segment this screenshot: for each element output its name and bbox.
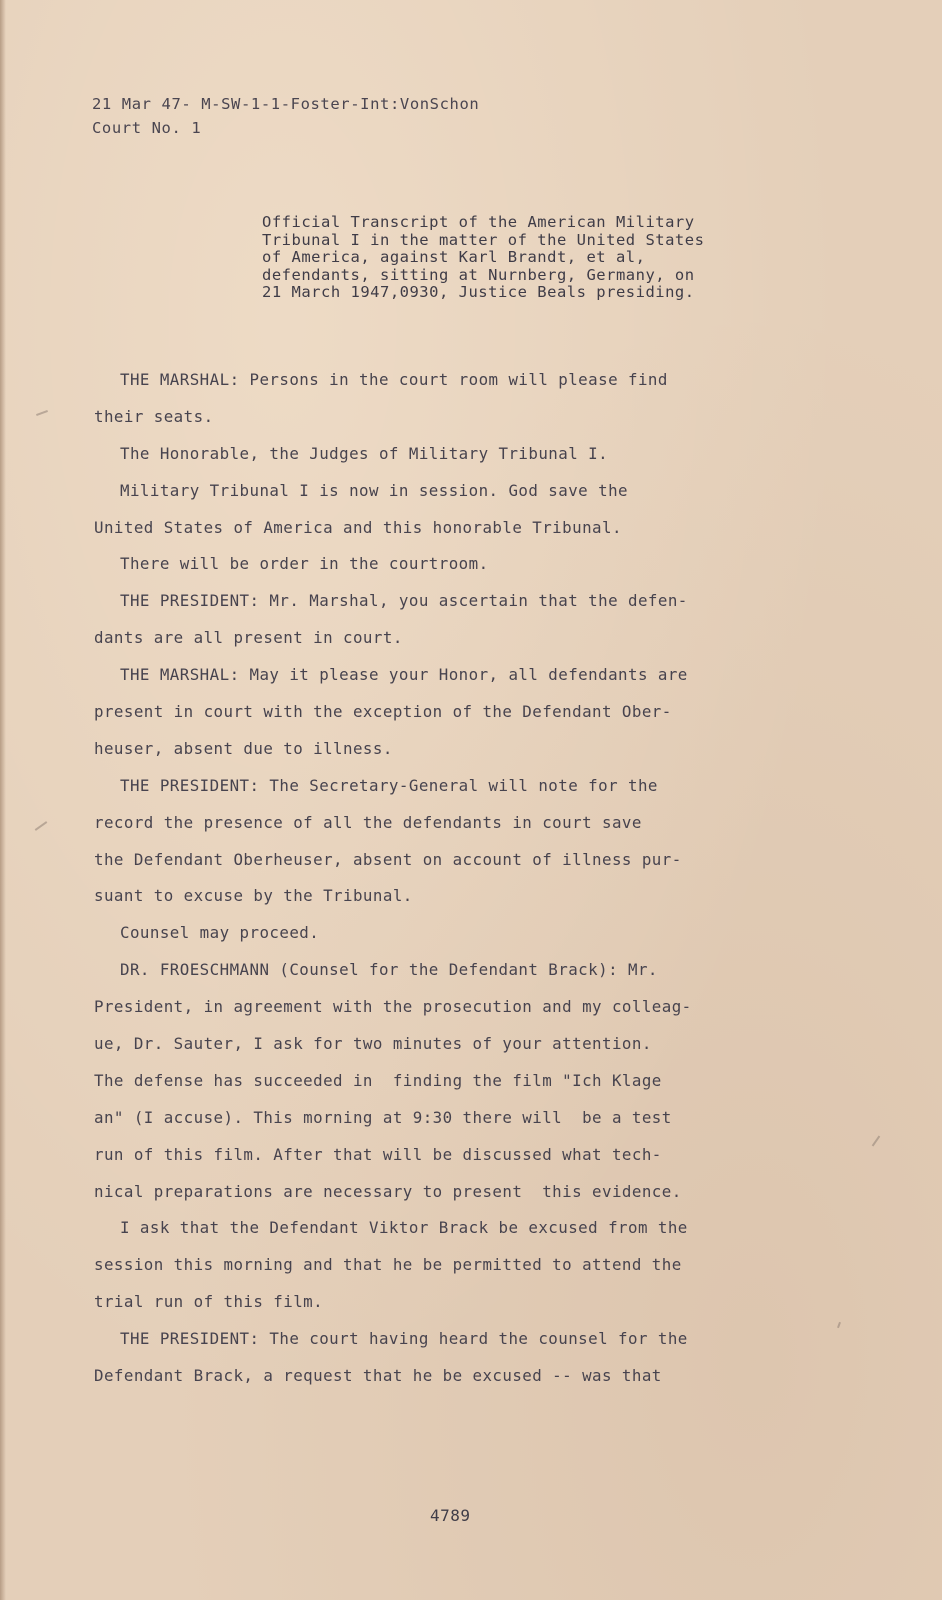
transcript-line: suant to excuse by the Tribunal. [94,886,413,906]
caption-line: defendants, sitting at Nurnberg, Germany, on [262,265,695,284]
stray-mark [36,410,48,416]
transcript-line: run of this film. After that will be discussed what tech- [94,1144,662,1164]
transcript-line: THE MARSHAL: Persons in the court room will please find [120,370,668,389]
transcript-line: United States of America and this honorable Tribunal. [94,517,622,537]
transcript-line: Defendant Brack, a request that he be excused -- was that [94,1366,662,1386]
transcript-line: THE PRESIDENT: The Secretary-General will note for the [120,775,658,795]
transcript-line: THE PRESIDENT: Mr. Marshal, you ascertain that the defen- [120,591,688,611]
transcript-line: present in court with the exception of the Defendant Ober- [94,702,672,722]
transcript-line: I ask that the Defendant Viktor Brack be excused from the [120,1218,688,1238]
transcript-caption [262,214,882,302]
header-court-line: Court No. 1 [92,119,202,137]
page-number: 4789 [430,1506,471,1525]
transcript-line: an" (I accuse). This morning at 9:30 there will be a test [94,1107,672,1127]
transcript-line: ue, Dr. Sauter, I ask for two minutes of your attention. [94,1034,652,1054]
transcript-line: Military Tribunal I is now in session. God save the [120,480,628,500]
caption-line: of America, against Karl Brandt, et al, [262,248,646,266]
transcript-line: President, in agreement with the prosecution and my colleag- [94,997,692,1017]
transcript-line: nical preparations are necessary to present this evidence. [94,1181,682,1201]
caption-line: Tribunal I in the matter of the United States [262,230,705,249]
transcript-line: trial run of this film. [94,1292,324,1312]
caption-line: Official Transcript of the American Military [262,213,695,231]
transcript-line: The defense has succeeded in finding the film "Ich Klage [94,1070,662,1090]
transcript-line: heuser, absent due to illness. [94,738,393,758]
transcript-line: the Defendant Oberheuser, absent on account of illness pur- [94,849,682,869]
page-edge-shadow [0,0,6,1600]
transcript-line: DR. FROESCHMANN (Counsel for the Defendant Brack): Mr. [120,960,658,980]
header-reference-line: 21 Mar 47- M-SW-1-1-Foster-Int:VonSchon [92,95,480,113]
transcript-line: record the presence of all the defendants in court save [94,812,642,832]
transcript-line: THE MARSHAL: May it please your Honor, all defendants are [120,665,688,685]
transcript-line: The Honorable, the Judges of Military Tribunal I. [120,443,609,463]
transcript-line: session this morning and that he be permitted to attend the [94,1255,682,1275]
transcript-line: THE PRESIDENT: The court having heard the counsel for the [120,1329,688,1349]
stray-mark [35,821,48,831]
transcript-line: their seats. [94,406,214,426]
caption-line: 21 March 1947,0930, Justice Beals presiding. [262,283,695,301]
transcript-line: There will be order in the courtroom. [120,554,489,574]
transcript-line: dants are all present in court. [94,628,403,648]
transcript-line: Counsel may proceed. [120,923,320,943]
transcript-body [94,362,918,1395]
